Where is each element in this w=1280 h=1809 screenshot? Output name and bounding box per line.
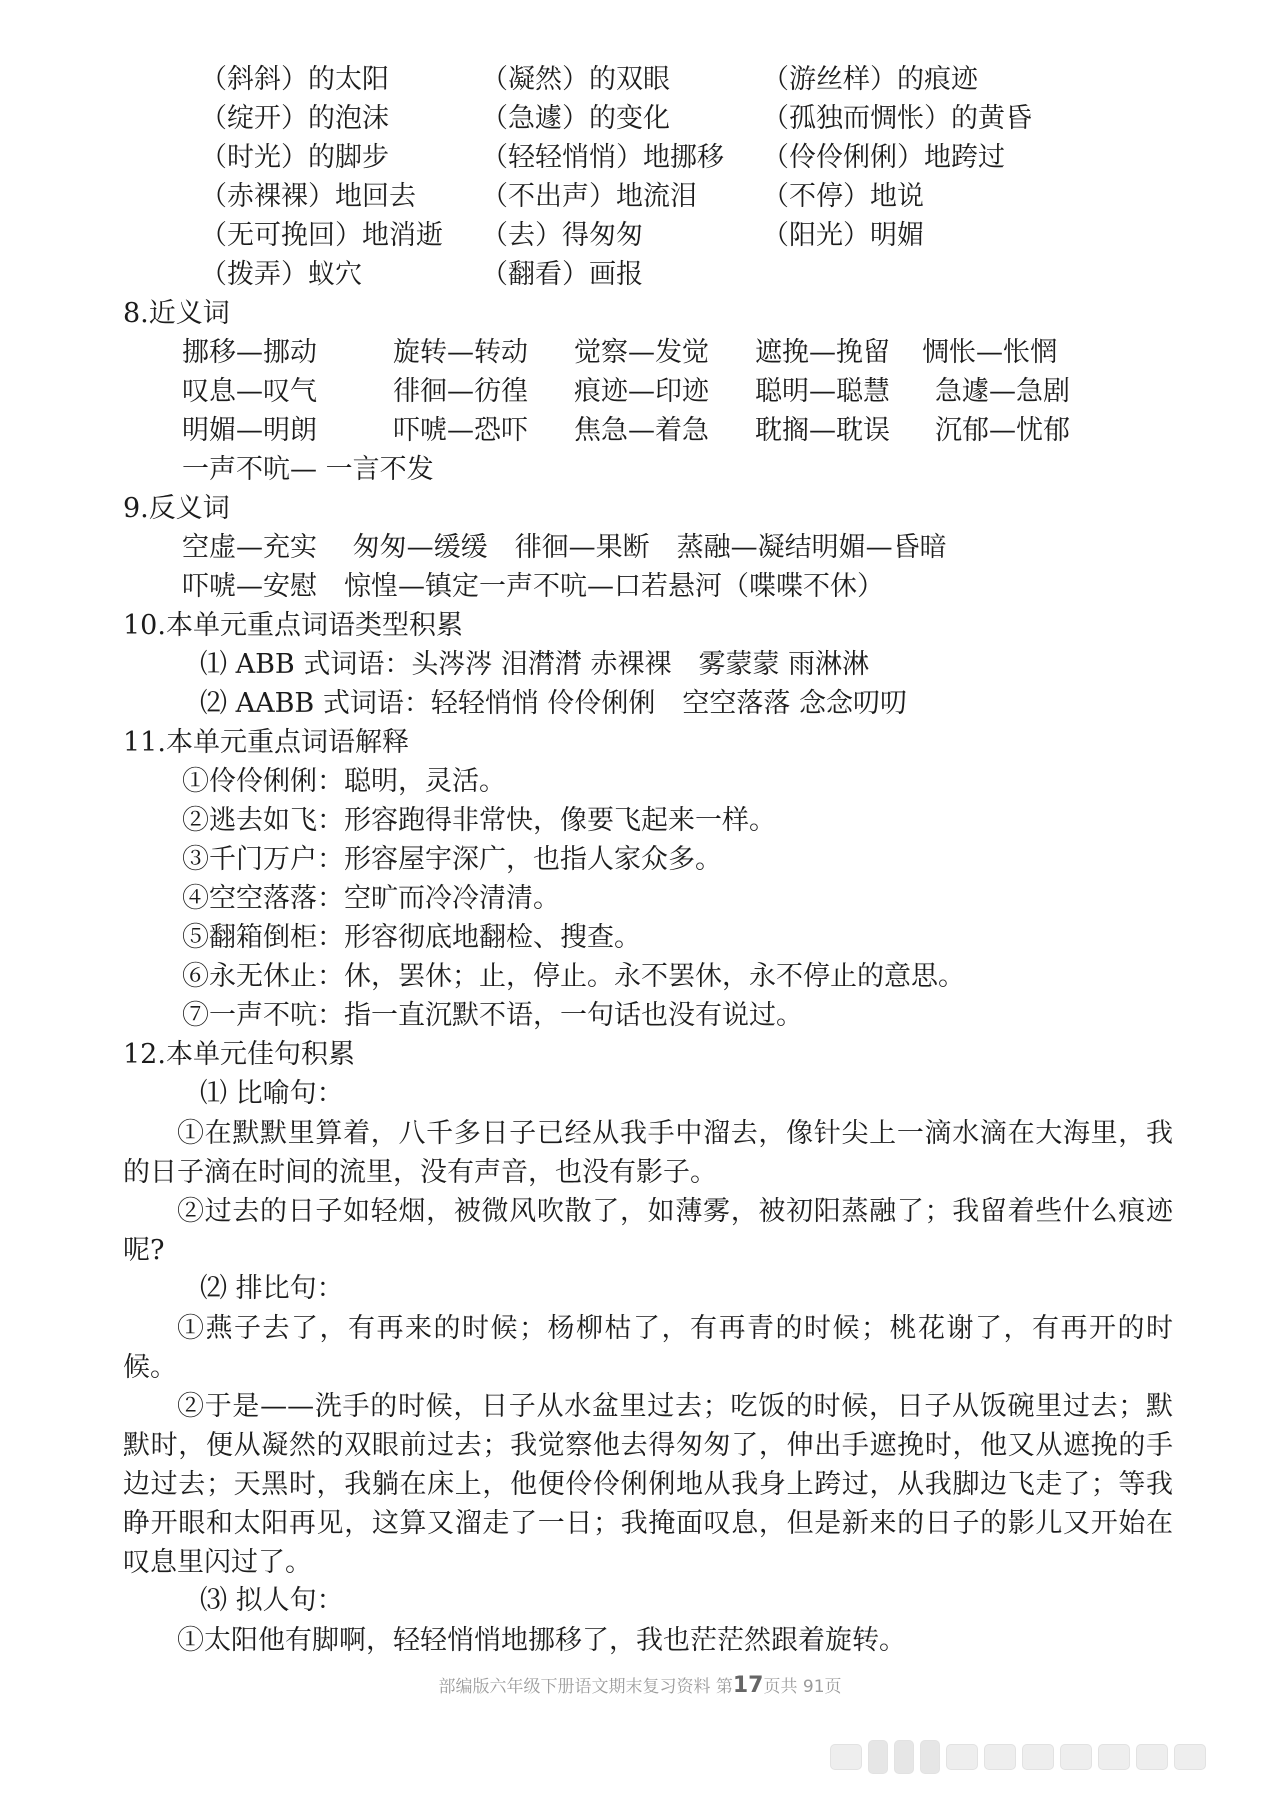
sentence-type-label: ⑵ 排比句：: [200, 1273, 344, 1304]
footer-prefix: 部编版六年级下册语文期末复习资料 第: [438, 1677, 733, 1697]
synonym-pair: 痕迹—印迹: [574, 376, 709, 407]
phrase-cell: （孤独而惆怅）的黄昏: [762, 103, 1032, 134]
phrase-cell: （去）得匆匆: [481, 220, 643, 251]
phrase-cell: （不停）地说: [762, 181, 924, 212]
sentence-paragraph: ①在默默里算着，八千多日子已经从我手中溜去，像针尖上一滴水滴在大海里，我的日子滴在时间的流里，没有声音，也没有影子。: [123, 1118, 1173, 1188]
synonym-pair: 吓唬—恐吓: [393, 415, 528, 446]
synonym-pair-last: 一声不吭— 一言不发: [182, 454, 434, 485]
section-heading-antonyms: 9.反义词: [123, 493, 230, 524]
sentence-paragraph: ①燕子去了，有再来的时候；杨柳枯了，有再青的时候；桃花谢了，有再开的时候。: [123, 1313, 1173, 1383]
phrase-cell: （轻轻悄悄）地挪移: [481, 142, 724, 173]
word-type-item: ⑴ ABB 式词语：头涔涔 泪潸潸 赤裸裸 雾蒙蒙 雨淋淋: [200, 649, 870, 680]
antonym-line: 吓唬—安慰 惊惶—镇定一声不吭—口若悬河（喋喋不休）: [182, 571, 884, 602]
synonym-pair: 耽搁—耽误: [755, 415, 890, 446]
word-meaning-item: ①伶伶俐俐：聪明，灵活。: [182, 766, 506, 797]
sentence-type-label: ⑴ 比喻句：: [200, 1078, 344, 1109]
phrase-cell: （赤裸裸）地回去: [200, 181, 416, 212]
watermark-logo: [830, 1744, 1206, 1774]
sentence-paragraph: ②过去的日子如轻烟，被微风吹散了，如薄雾，被初阳蒸融了；我留着些什么痕迹呢?: [123, 1196, 1173, 1266]
synonym-pair: 焦急—着急: [574, 415, 709, 446]
phrase-cell: （不出声）地流泪: [481, 181, 697, 212]
word-type-item: ⑵ AABB 式词语：轻轻悄悄 伶伶俐俐 空空落落 念念叨叨: [200, 688, 908, 719]
phrase-cell: （无可挽回）地消逝: [200, 220, 443, 251]
synonym-pair: 旋转—转动: [393, 337, 528, 368]
section-heading-word-meanings: 11.本单元重点词语解释: [123, 727, 409, 758]
sentence-paragraph: ②于是——洗手的时候，日子从水盆里过去；吃饭的时候，日子从饭碗里过去；默默时，便从凝然的双眼前过去；我觉察他去得匆匆了，伸出手遮挽时，他又从遮挽的手边过去；天黑时，我躺在床上，他便伶伶俐俐地从我身上跨过，从我脚边飞走了；等我睁开眼和太阳再见，这算又溜走了一日；我掩面叹息，但是新来的日子的影儿又开始在叹息里闪过了。: [123, 1391, 1173, 1578]
phrase-cell: （拨弄）蚁穴: [200, 259, 362, 290]
sentence-type-label: ⑶ 拟人句：: [200, 1585, 344, 1616]
word-meaning-item: ④空空落落：空旷而冷冷清清。: [182, 883, 560, 914]
word-meaning-item: ②逃去如飞：形容跑得非常快，像要飞起来一样。: [182, 805, 776, 836]
synonym-pair: 挪移—挪动: [182, 337, 317, 368]
phrase-cell: （时光）的脚步: [200, 142, 389, 173]
word-meaning-item: ⑤翻箱倒柜：形容彻底地翻检、搜查。: [182, 922, 641, 953]
word-meaning-item: ⑥永无休止：休，罢休；止，停止。永不罢休，永不停止的意思。: [182, 961, 965, 992]
synonym-pair: 沉郁—忧郁: [935, 415, 1070, 446]
synonym-pair: 徘徊—彷徨: [393, 376, 528, 407]
synonym-pair: 叹息—叹气: [182, 376, 317, 407]
section-heading-word-types: 10.本单元重点词语类型积累: [123, 610, 463, 641]
phrase-cell: （阳光）明媚: [762, 220, 924, 251]
phrase-cell: （斜斜）的太阳: [200, 64, 389, 95]
phrase-cell: （翻看）画报: [481, 259, 643, 290]
synonym-pair: 聪明—聪慧: [755, 376, 890, 407]
synonym-pair: 觉察—发觉: [574, 337, 709, 368]
phrase-cell: （急遽）的变化: [481, 103, 670, 134]
synonym-pair: 惆怅—怅惘: [922, 337, 1057, 368]
sentence-paragraph: ①太阳他有脚啊，轻轻悄悄地挪移了，我也茫茫然跟着旋转。: [177, 1625, 906, 1656]
section-heading-sentences: 12.本单元佳句积累: [123, 1039, 355, 1070]
page-footer: [0, 1672, 1280, 1698]
phrase-cell: （绽开）的泡沫: [200, 103, 389, 134]
antonym-line: 空虚—充实 匆匆—缓缓 徘徊—果断 蒸融—凝结明媚—昏暗: [182, 532, 947, 563]
footer-suffix: 页共 91页: [763, 1677, 842, 1697]
phrase-cell: （游丝样）的痕迹: [762, 64, 978, 95]
page-number: 17: [732, 1673, 764, 1698]
phrase-cell: （伶伶俐俐）地跨过: [762, 142, 1005, 173]
phrase-cell: （凝然）的双眼: [481, 64, 670, 95]
synonym-pair: 急遽—急剧: [935, 376, 1070, 407]
word-meaning-item: ⑦一声不吭：指一直沉默不语，一句话也没有说过。: [182, 1000, 803, 1031]
synonym-pair: 明媚—明朗: [182, 415, 317, 446]
section-heading-synonyms: 8.近义词: [123, 298, 230, 329]
synonym-pair: 遮挽—挽留: [755, 337, 890, 368]
word-meaning-item: ③千门万户：形容屋宇深广，也指人家众多。: [182, 844, 722, 875]
